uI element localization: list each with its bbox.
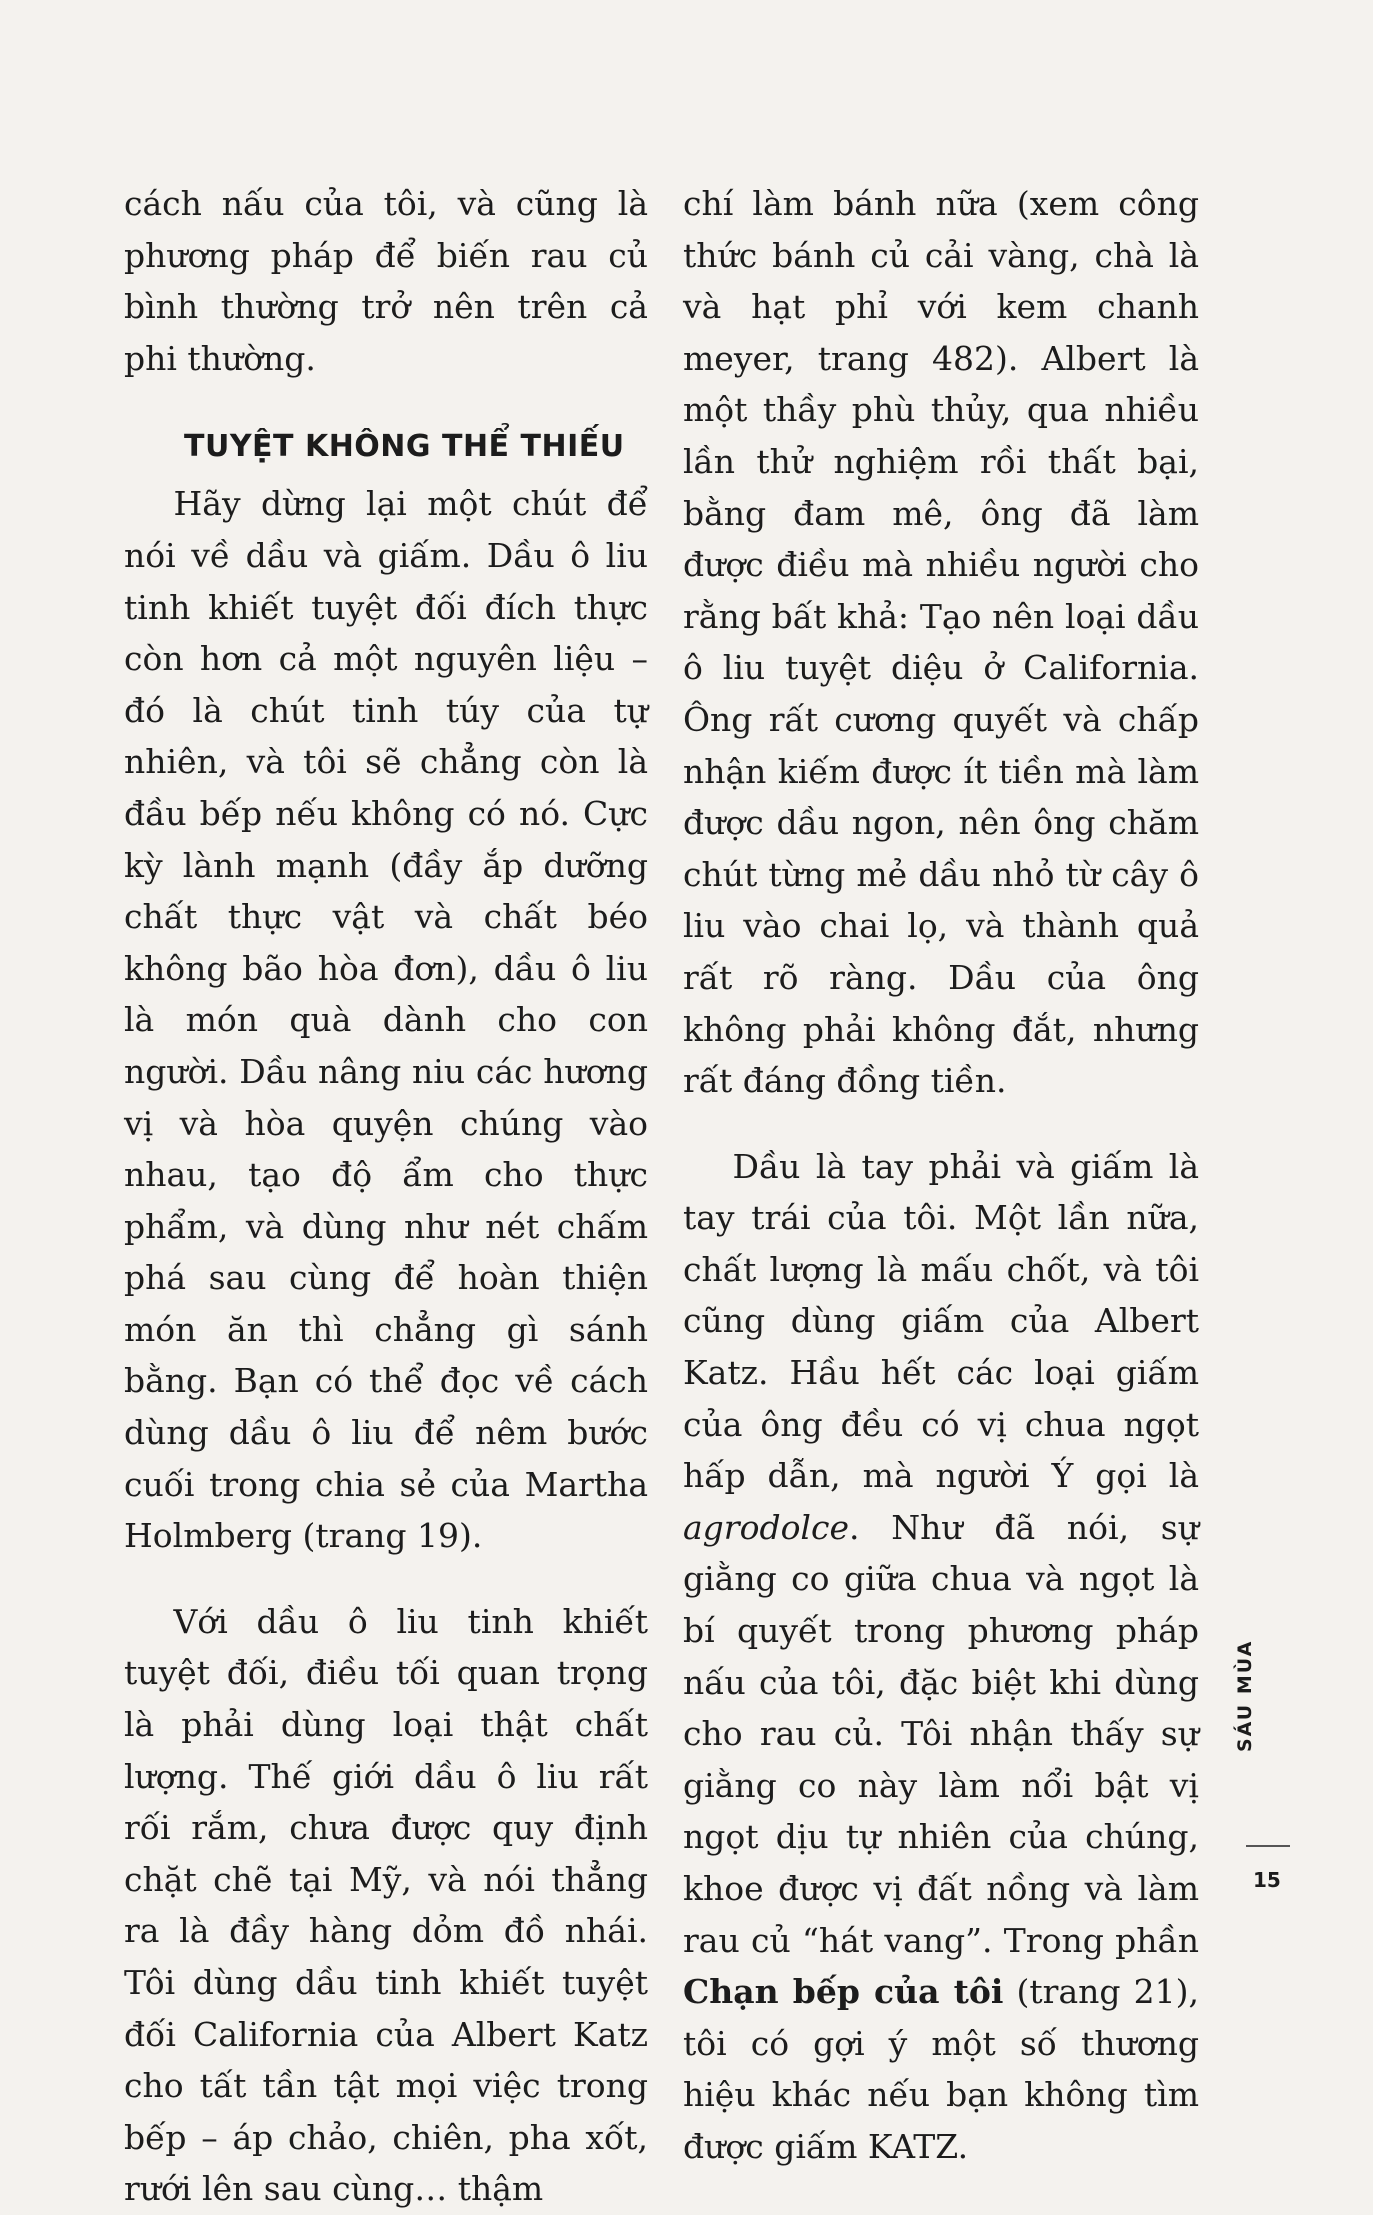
right-column	[683, 178, 1199, 2173]
right-paragraph-2-text-c: (trang 21), tôi có gợi ý một số thương hiệu khác nếu bạn không tìm được giấm KATZ.	[683, 1972, 1199, 2166]
right-paragraph-1: chí làm bánh nữa (xem công thức bánh củ cải vàng, chà là và hạt phỉ với kem chanh meyer, trang 482). Albert là một thầy phù thủy, qua nhiều lần thử nghiệm rồi thất bại, bằng đam mê, ông đã làm được điều mà nhiều người cho rằng bất khả: Tạo nên loại dầu ô liu tuyệt diệu ở California. Ông rất cương quyết và chấp nhận kiếm được ít tiền mà làm được dầu ngon, nên ông chăm chút từng mẻ dầu nhỏ từ cây ô liu vào chai lọ, và thành quả rất rõ ràng. Dầu của ông không phải không đắt, nhưng rất đáng đồng tiền.	[683, 184, 1199, 1101]
left-paragraph-3: Với dầu ô liu tinh khiết tuyệt đối, điều tối quan trọng là phải dùng loại thật chất lượng. Thế giới dầu ô liu rất rối rắm, chưa được quy định chặt chẽ tại Mỹ, và nói thẳng ra là đầy hàng dỏm đồ nhái. Tôi dùng dầu tinh khiết tuyệt đối California của Albert Katz cho tất tần tật mọi việc trong bếp – áp chảo, chiên, pha xốt, rưới lên sau cùng… thậm	[124, 1601, 648, 2209]
page-divider	[1246, 1845, 1290, 1847]
bold-reference-pantry: Chạn bếp của tôi	[683, 1972, 1004, 2012]
right-paragraph-2-text-a: Dầu là tay phải và giấm là tay trái của tôi. Một lần nữa, chất lượng là mấu chốt, và tôi cũng dùng giấm của Albert Katz. Hầu hết các loại giấm của ông đều có vị chua ngọt hấp dẫn, mà người Ý gọi là	[683, 1146, 1199, 1496]
right-paragraph-2-text-b: . Như đã nói, sự giằng co giữa chua và ngọt là bí quyết trong phương pháp nấu của tôi, đặc biệt khi dùng cho rau củ. Tôi nhận thấy sự giằng co này làm nổi bật vị ngọt dịu tự nhiên của chúng, khoe được vị đất nồng và làm rau củ “hát vang”. Trong phần	[683, 1507, 1199, 1960]
page-number: 15	[1253, 1868, 1281, 1892]
left-paragraph-1: cách nấu của tôi, và cũng là phương pháp để biến rau củ bình thường trở nên trên cả phi thường.	[124, 184, 648, 378]
italic-term-agrodolce: agrodolce	[683, 1507, 849, 1547]
left-column	[124, 178, 648, 2215]
left-paragraph-2: Hãy dừng lại một chút để nói về dầu và giấm. Dầu ô liu tinh khiết tuyệt đối đích thực còn hơn cả một nguyên liệu – đó là chút tinh túy của tự nhiên, và tôi sẽ chẳng còn là đầu bếp nếu không có nó. Cực kỳ lành mạnh (đầy ắp dưỡng chất thực vật và chất béo không bão hòa đơn), dầu ô liu là món quà dành cho con người. Dầu nâng niu các hương vị và hòa quyện chúng vào nhau, tạo độ ẩm cho thực phẩm, và dùng như nét chấm phá sau cùng để hoàn thiện món ăn thì chẳng gì sánh bằng. Bạn có thể đọc về cách dùng dầu ô liu để nêm bước cuối trong chia sẻ của Martha Holmberg (trang 19).	[124, 484, 648, 1556]
section-heading: TUYỆT KHÔNG THỂ THIẾU	[184, 429, 625, 465]
right-paragraph-2	[683, 1141, 1199, 2173]
section-label: SÁU MÙA	[1234, 1639, 1256, 1752]
